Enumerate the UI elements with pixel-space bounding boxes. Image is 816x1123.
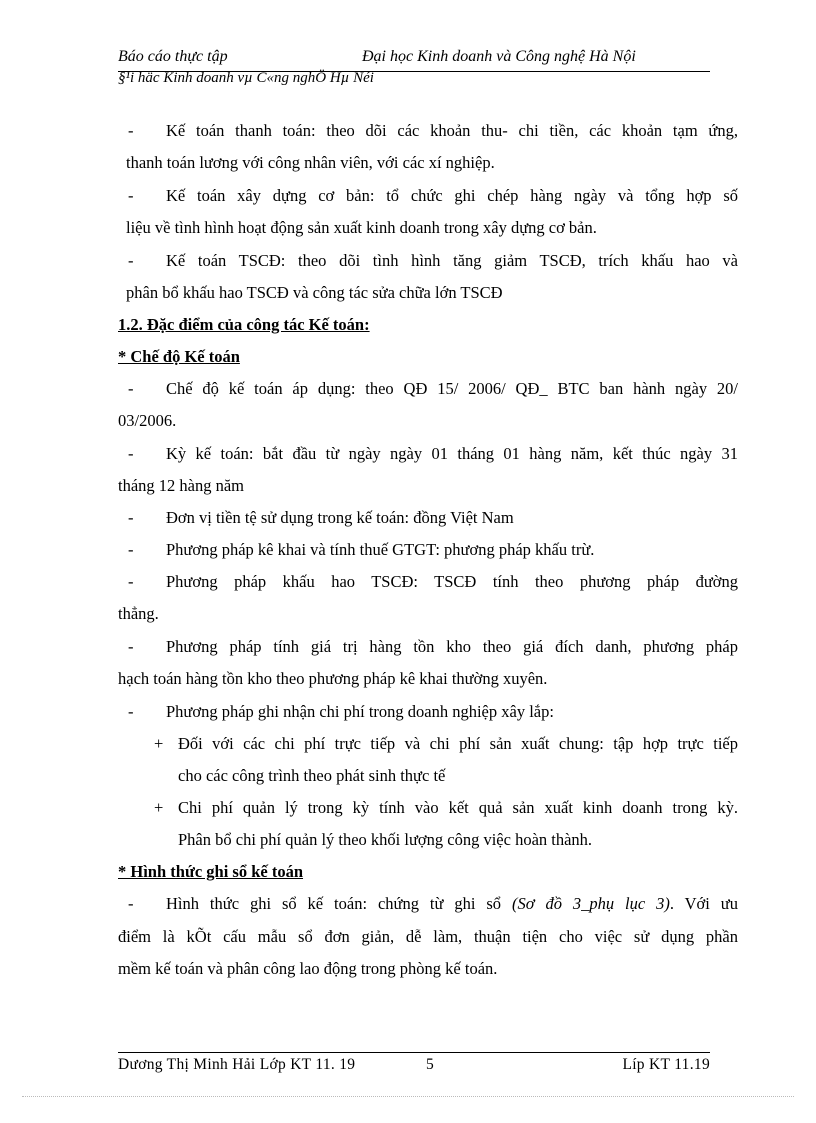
footer-divider	[118, 1052, 710, 1053]
list-dash: -	[128, 251, 134, 270]
section-heading: 1.2. Đặc điểm của công tác Kế toán:	[118, 315, 370, 334]
list-dash: -	[128, 637, 134, 656]
paragraph-line: điểm là kÕt cấu mẫu sổ đơn giản, dễ làm, thuận tiện cho việc sử dụng phần	[118, 927, 738, 946]
paragraph-line: hạch toán hàng tồn kho theo phương pháp kê khai thường xuyên.	[118, 669, 548, 688]
paragraph-line: thanh toán lương với công nhân viên, với các xí nghiệp.	[126, 153, 495, 172]
list-item-text: Đơn vị tiền tệ sử dụng trong kế toán: đồng Việt Nam	[166, 508, 514, 527]
list-item-text: Phương pháp khấu hao TSCĐ: TSCĐ tính theo phương pháp đường	[166, 572, 738, 591]
paragraph-line: phân bổ khấu hao TSCĐ và công tác sửa chữa lớn TSCĐ	[126, 283, 503, 302]
list-item-text: Kế toán xây dựng cơ bản: tổ chức ghi chép hàng ngày và tổng hợp số	[166, 186, 738, 205]
page-boundary-dotted-line	[22, 1096, 794, 1097]
list-dash: -	[128, 444, 134, 463]
list-item-text: Chi phí quản lý trong kỳ tính vào kết quả sản xuất kinh doanh trong kỳ.	[178, 798, 738, 817]
list-item-text: Đối với các chi phí trực tiếp và chi phí sản xuất chung: tập hợp trực tiếp	[178, 734, 738, 753]
list-item-text: Kế toán thanh toán: theo dõi các khoản thu- chi tiền, các khoản tạm ứng,	[166, 121, 738, 140]
list-item-text: Phương pháp kê khai và tính thuế GTGT: phương pháp khấu trừ.	[166, 540, 595, 559]
header-university-name: Đại học Kinh doanh và Công nghệ Hà Nội	[362, 48, 636, 65]
list-item-text: Kế toán TSCĐ: theo dõi tình hình tăng giảm TSCĐ, trích khấu hao và	[166, 251, 738, 270]
list-dash: -	[128, 186, 134, 205]
list-item-text: Phương pháp ghi nhận chi phí trong doanh nghiệp xây lắp:	[166, 702, 554, 721]
list-item-text	[166, 893, 738, 915]
text-run: . Với ưu	[669, 894, 738, 913]
list-dash: -	[128, 379, 134, 398]
list-item-text: Chế độ kế toán áp dụng: theo QĐ 15/ 2006/ QĐ_ BTC ban hành ngày 20/	[166, 379, 738, 398]
list-item-text: Phương pháp tính giá trị hàng tồn kho theo giá đích danh, phương pháp	[166, 637, 738, 656]
paragraph-line: mềm kế toán và phân công lao động trong phòng kế toán.	[118, 959, 498, 978]
figure-reference: (Sơ đồ 3_phụ lục 3)	[511, 894, 670, 913]
page-header	[118, 48, 710, 70]
paragraph-line: tháng 12 hàng năm	[118, 476, 245, 495]
paragraph-line: 03/2006.	[118, 411, 177, 430]
paragraph-line: liệu về tình hình hoạt động sản xuất kinh doanh trong xây dựng cơ bản.	[126, 218, 597, 237]
list-dash: -	[128, 572, 134, 591]
list-dash: -	[128, 508, 134, 527]
list-plus: +	[154, 798, 164, 817]
list-item-text: Kỳ kế toán: bắt đầu từ ngày ngày 01 tháng 01 hàng năm, kết thúc ngày 31	[166, 444, 738, 463]
list-item-text: Phân bổ chi phí quản lý theo khối lượng công việc hoàn thành.	[178, 830, 593, 849]
list-dash: -	[128, 702, 134, 721]
list-plus: +	[154, 734, 164, 753]
header-garbled-subline: §¹i häc Kinh doanh vµ C«ng nghÖ Hµ Néi	[118, 70, 374, 86]
subsection-heading: * Chế độ Kế toán	[118, 347, 240, 366]
list-dash: -	[128, 540, 134, 559]
list-dash: -	[128, 894, 134, 913]
paragraph-line: thẳng.	[118, 604, 159, 623]
page-footer	[118, 1056, 710, 1078]
subsection-heading: * Hình thức ghi sổ kế toán	[118, 862, 304, 881]
header-report-title: Báo cáo thực tập	[118, 48, 228, 65]
list-dash: -	[128, 121, 134, 140]
footer-class: Líp KT 11.19	[622, 1056, 710, 1073]
footer-author: Dương Thị Minh Hải Lớp KT 11. 19	[118, 1056, 356, 1073]
text-run: Hình thức ghi sổ kế toán: chứng từ ghi sổ	[166, 894, 512, 913]
page-number: 5	[426, 1056, 435, 1073]
list-item-text: cho các công trình theo phát sinh thực tế	[178, 766, 446, 785]
